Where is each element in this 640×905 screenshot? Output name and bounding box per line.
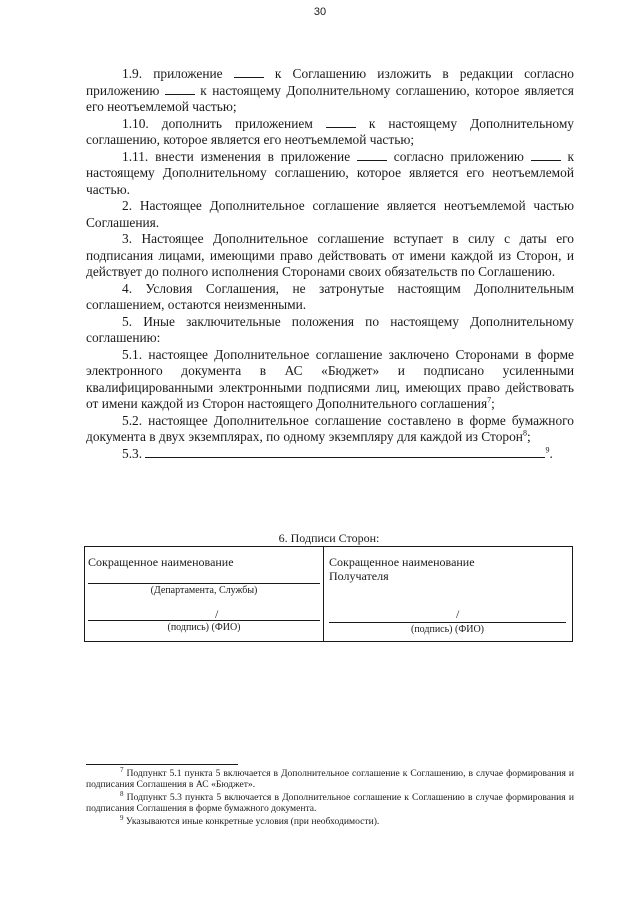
clause-text: внести изменения в приложение bbox=[155, 148, 351, 164]
signature-line bbox=[88, 620, 320, 621]
signature-slash: / bbox=[215, 607, 219, 621]
footnote-separator bbox=[86, 764, 238, 765]
blank-field bbox=[234, 66, 264, 78]
footnote-ref: 7 bbox=[487, 395, 492, 405]
clause-1-9 bbox=[86, 66, 574, 116]
column-heading: Сокращенное наименование bbox=[88, 555, 234, 569]
clause-1-11 bbox=[86, 149, 574, 199]
clause-text: приложение bbox=[153, 66, 223, 81]
clause-5-2 bbox=[86, 413, 574, 446]
clause-number: 1.10. bbox=[122, 115, 149, 131]
clause-text: к настоящему Дополнительному соглашению, которое является его неотъемлемой частью; bbox=[86, 115, 574, 147]
footnote-ref: 8 bbox=[522, 428, 527, 438]
clause-5-1 bbox=[86, 347, 574, 413]
signatures-table bbox=[84, 546, 573, 642]
footnote-text: Подпункт 5.1 пункта 5 включается в Дополнительное соглашение к Соглашению, в случае формирования и подписания Соглашения в АС «Бюджет». bbox=[86, 768, 574, 791]
column-heading: Сокращенное наименование Получателя bbox=[329, 555, 475, 583]
clause-4: 4. Условия Соглашения, не затронутые настоящим Дополнительным соглашением, остаются неизменными. bbox=[86, 280, 574, 312]
clause-number: 1.9. bbox=[122, 66, 143, 81]
blank-field bbox=[145, 446, 545, 458]
clause-2: 2. Настоящее Дополнительное соглашение является неотъемлемой частью Соглашения. bbox=[86, 198, 574, 230]
blank-field bbox=[531, 149, 561, 161]
clause-5: 5. Иные заключительные положения по настоящему Дополнительному соглашению: bbox=[86, 313, 574, 345]
footnote-text: Указываются иные конкретные условия (при необходимости). bbox=[125, 815, 380, 827]
signature-column-right bbox=[324, 547, 572, 641]
signature-label: (подпись) (ФИО) bbox=[167, 622, 241, 633]
footnote-number: 8 bbox=[120, 789, 124, 798]
footnote bbox=[86, 813, 574, 827]
clause-punct: ; bbox=[526, 429, 531, 444]
footnote-ref: 9 bbox=[545, 445, 550, 455]
footnotes bbox=[86, 765, 574, 828]
clause-punct: . bbox=[549, 445, 553, 461]
clause-text: к Соглашению изложить в редакции согласно приложению bbox=[86, 66, 574, 98]
department-label: (Департамента, Службы) bbox=[150, 585, 258, 596]
name-line bbox=[88, 583, 320, 584]
clause-3: 3. Настоящее Дополнительное соглашение вступает в силу с даты его подписания лицами, имеющими право действовать от имени каждой из Сторон, и действует до полного исполнения Сторонами своих обязательств по Соглашению. bbox=[86, 231, 574, 279]
clause-text: согласно приложению bbox=[393, 148, 524, 164]
signature-line bbox=[329, 622, 566, 623]
footnote-number: 7 bbox=[120, 765, 124, 774]
clause-text: дополнить приложением bbox=[161, 115, 313, 131]
clause-5-3 bbox=[86, 446, 574, 463]
signature-column-left bbox=[85, 547, 324, 641]
signature-label: (подпись) (ФИО) bbox=[410, 624, 485, 635]
blank-field bbox=[357, 149, 387, 161]
signature-slash: / bbox=[456, 607, 460, 621]
blank-field bbox=[326, 116, 356, 128]
document-body bbox=[86, 66, 574, 462]
clause-text: к настоящему Дополнительному соглашению, которое является его неотъемлемой частью. bbox=[86, 148, 574, 197]
clause-number: 5.3. bbox=[122, 445, 143, 461]
blank-field bbox=[165, 83, 195, 95]
clause-1-10 bbox=[86, 116, 574, 149]
clause-text: 5.2. настоящее Дополнительное соглашение составлено в форме бумажного документа в двух экземплярах, по одному экземпляру для каждой из Сторон bbox=[86, 412, 574, 444]
clause-punct: ; bbox=[491, 396, 495, 411]
footnote-number: 9 bbox=[120, 813, 124, 822]
clause-text: 5.1. настоящее Дополнительное соглашение заключено Сторонами в форме электронного документа в АС «Бюджет» и подписано усиленными квалифицированными электронными подписями лиц, имеющих право действовать от имени каждой из Сторон настоящего Дополнительного соглашения bbox=[86, 346, 574, 411]
page-number: 30 bbox=[313, 6, 327, 18]
clause-text: к настоящему Дополнительному соглашению, которое является его неотъемлемой частью; bbox=[86, 82, 574, 114]
signatures-caption: 6. Подписи Сторон: bbox=[278, 531, 380, 545]
footnote bbox=[86, 789, 574, 815]
clause-number: 1.11. bbox=[122, 148, 149, 164]
footnote-text: Подпункт 5.3 пункта 5 включается в Дополнительное соглашение к Соглашению в случае формирования и подписания Соглашения в форме бумажного документа. bbox=[86, 791, 574, 815]
footnote bbox=[86, 765, 574, 791]
